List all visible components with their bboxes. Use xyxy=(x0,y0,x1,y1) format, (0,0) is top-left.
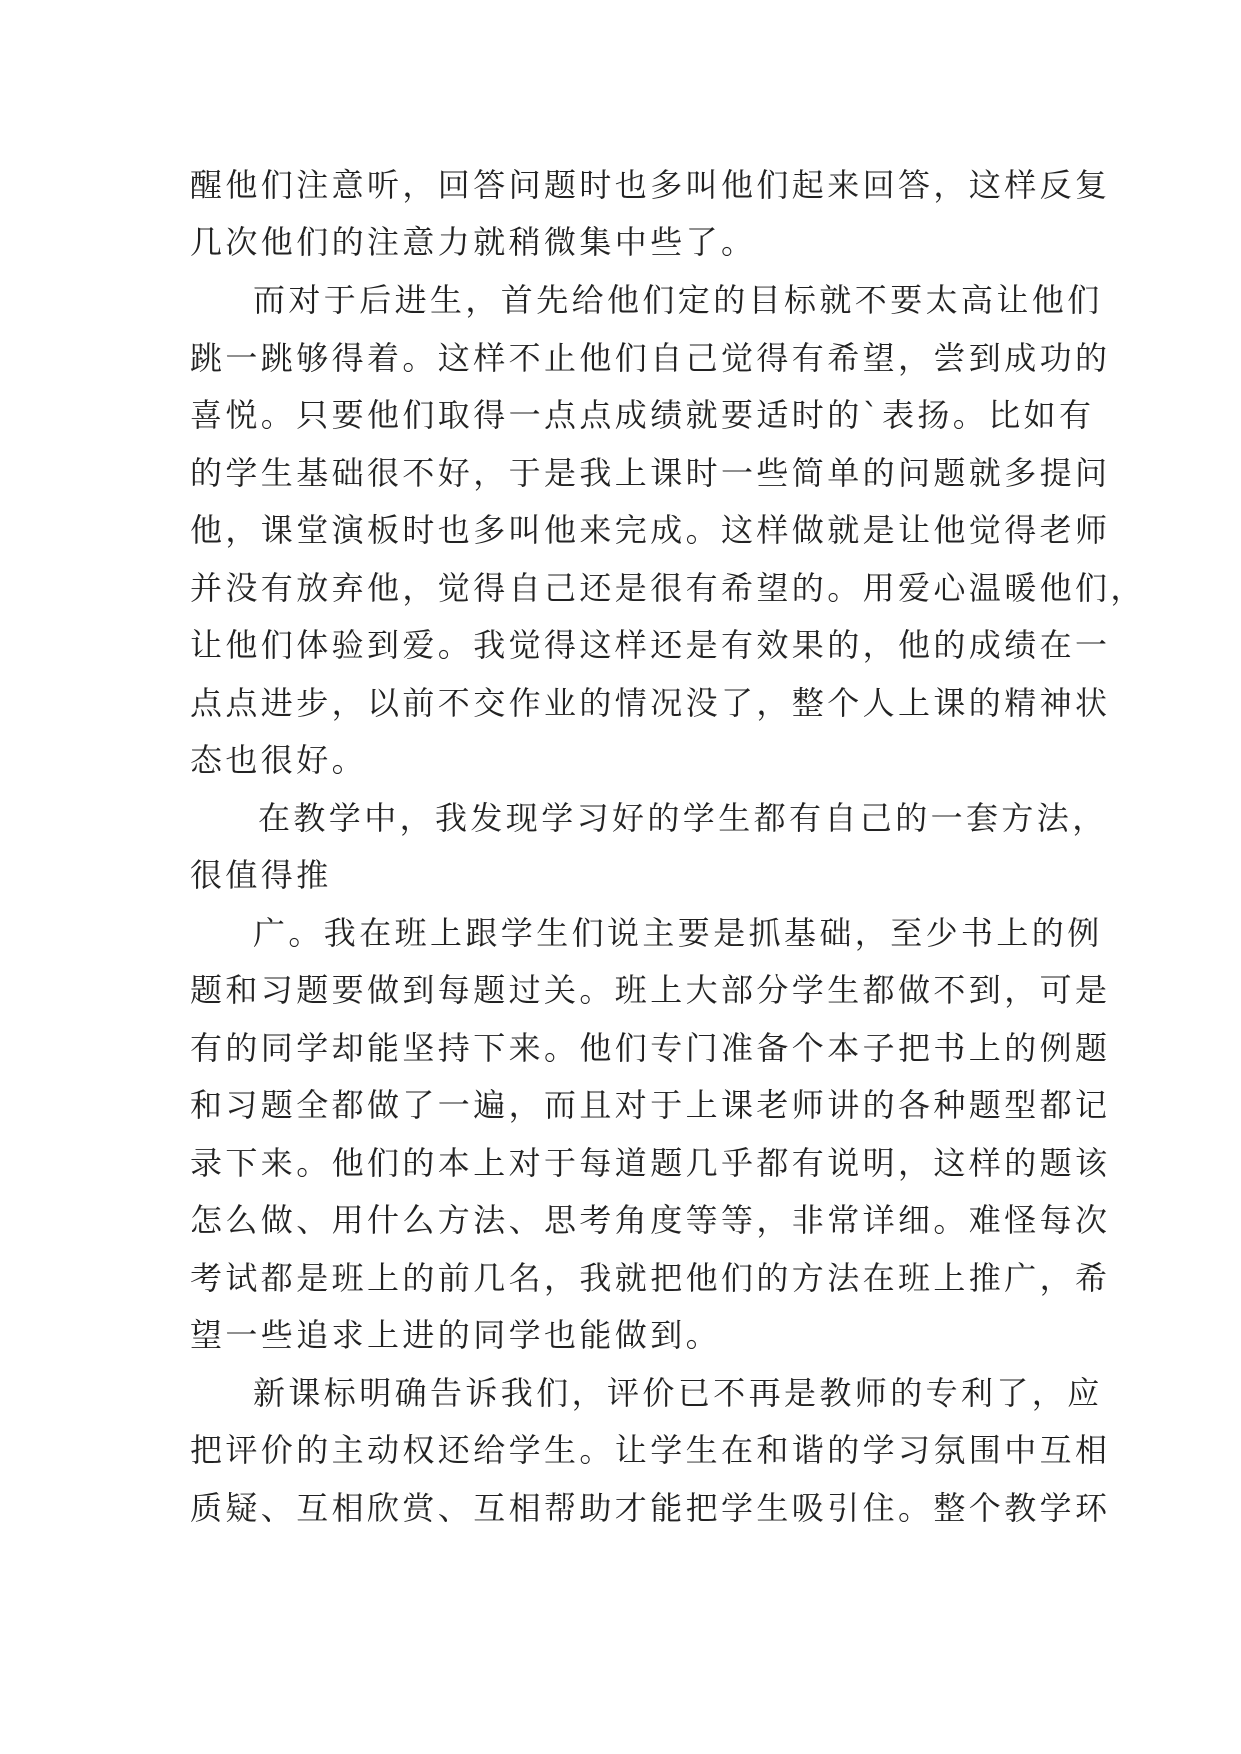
text-line: 考试都是班上的前几名，我就把他们的方法在班上推广，希 xyxy=(190,1259,1111,1297)
text-line: 有的同学却能坚持下来。他们专门准备个本子把书上的例题 xyxy=(190,1029,1111,1067)
text-line: 和习题全都做了一遍，而且对于上课老师讲的各种题型都记 xyxy=(190,1086,1111,1124)
text-line: 录下来。他们的本上对于每道题几乎都有说明，这样的题该 xyxy=(190,1144,1111,1182)
text-line: 望一些追求上进的同学也能做到。 xyxy=(190,1316,722,1354)
text-line: 喜悦。只要他们取得一点点成绩就要适时的`表扬。比如有 xyxy=(190,396,1095,434)
text-line: 怎么做、用什么方法、思考角度等等，非常详细。难怪每次 xyxy=(190,1201,1111,1239)
text-line: 题和习题要做到每题过关。班上大部分学生都做不到，可是 xyxy=(190,971,1111,1009)
text-line: 态也很好。 xyxy=(190,741,368,779)
text-line: 很值得推 xyxy=(190,856,332,894)
paragraph-start-line: 广。我在班上跟学生们说主要是抓基础，至少书上的例 xyxy=(253,914,1103,952)
text-line: 把评价的主动权还给学生。让学生在和谐的学习氛围中互相 xyxy=(190,1431,1111,1469)
text-line: 几次他们的注意力就稍微集中些了。 xyxy=(190,223,757,261)
text-line: 的学生基础很不好，于是我上课时一些简单的问题就多提问 xyxy=(190,454,1111,492)
text-line: 让他们体验到爱。我觉得这样还是有效果的，他的成绩在一 xyxy=(190,626,1111,664)
text-line: 跳一跳够得着。这样不止他们自己觉得有希望，尝到成功的 xyxy=(190,339,1111,377)
paragraph-start-line: 而对于后进生，首先给他们定的目标就不要太高让他们 xyxy=(253,281,1103,319)
paragraph-start-line: 在教学中，我发现学习好的学生都有自己的一套方法， xyxy=(258,799,1108,837)
text-line: 质疑、互相欣赏、互相帮助才能把学生吸引住。整个教学环 xyxy=(190,1489,1111,1527)
text-line: 醒他们注意听，回答问题时也多叫他们起来回答，这样反复 xyxy=(190,166,1111,204)
text-line: 并没有放弃他，觉得自己还是很有希望的。用爱心温暖他们， xyxy=(190,569,1146,607)
paragraph-start-line: 新课标明确告诉我们，评价已不再是教师的专利了，应 xyxy=(253,1374,1103,1412)
text-line: 点点进步，以前不交作业的情况没了，整个人上课的精神状 xyxy=(190,684,1111,722)
text-line: 他，课堂演板时也多叫他来完成。这样做就是让他觉得老师 xyxy=(190,511,1111,549)
